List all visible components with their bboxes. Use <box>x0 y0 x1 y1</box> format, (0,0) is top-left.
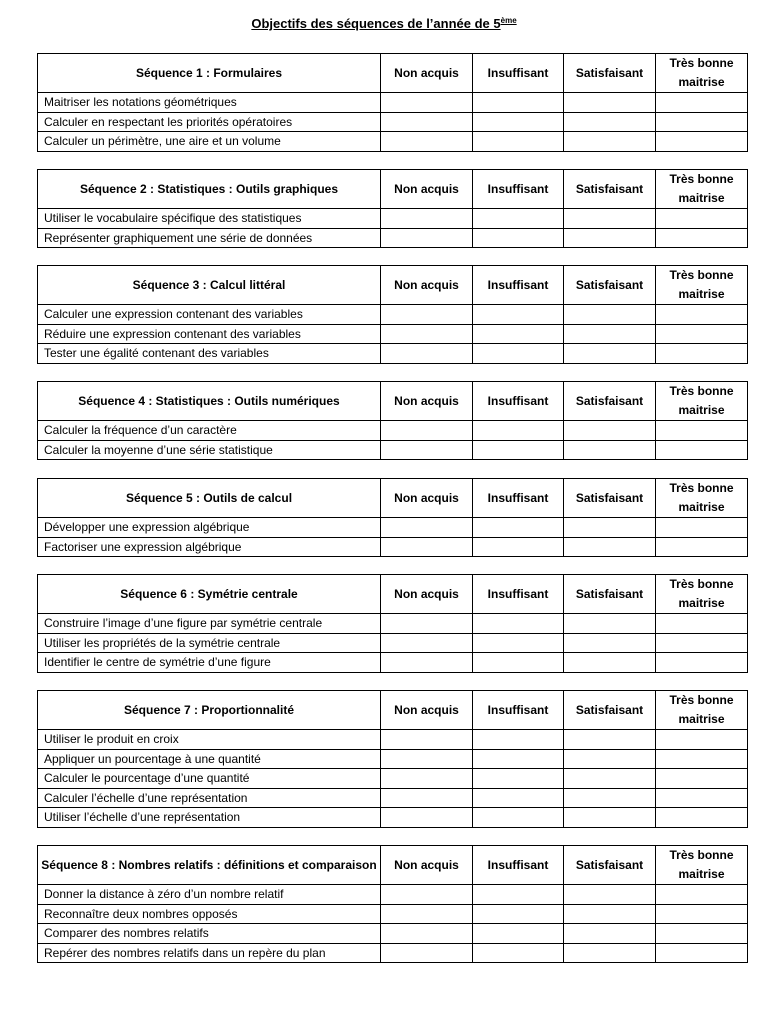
table-row <box>38 885 748 905</box>
table-row <box>38 788 748 808</box>
sequence-table-8 <box>37 845 748 963</box>
rating-cell-satisfaisant[interactable] <box>564 614 656 634</box>
table-row <box>38 943 748 963</box>
table-header-row <box>38 266 748 305</box>
rating-cell-tres-bonne-maitrise[interactable] <box>656 518 748 538</box>
rating-cell-non-acquis[interactable] <box>381 228 473 248</box>
table-row <box>38 112 748 132</box>
table-row <box>38 924 748 944</box>
rating-cell-insuffisant[interactable] <box>473 924 564 944</box>
rating-cell-tres-bonne-maitrise[interactable] <box>656 228 748 248</box>
column-header-tres-bonne-maitrise: Très bonne maitrise <box>656 479 748 518</box>
rating-cell-non-acquis[interactable] <box>381 132 473 152</box>
sequence-title: Séquence 1 : Formulaires <box>38 54 381 93</box>
table-header-row <box>38 382 748 421</box>
rating-cell-non-acquis[interactable] <box>381 653 473 673</box>
objective-label: Maitriser les notations géométriques <box>38 93 381 113</box>
objective-label: Utiliser l’échelle d’une représentation <box>38 808 381 828</box>
sequence-title: Séquence 4 : Statistiques : Outils numériques <box>38 382 381 421</box>
rating-cell-satisfaisant[interactable] <box>564 730 656 750</box>
objective-label: Calculer en respectant les priorités opératoires <box>38 112 381 132</box>
table-row <box>38 421 748 441</box>
objective-label: Appliquer un pourcentage à une quantité <box>38 749 381 769</box>
rating-cell-satisfaisant[interactable] <box>564 421 656 441</box>
table-row <box>38 228 748 248</box>
table-row <box>38 808 748 828</box>
rating-cell-satisfaisant[interactable] <box>564 518 656 538</box>
sequence-table-2 <box>37 169 748 248</box>
column-header-insuffisant: Insuffisant <box>473 170 564 209</box>
rating-cell-non-acquis[interactable] <box>381 518 473 538</box>
rating-cell-non-acquis[interactable] <box>381 788 473 808</box>
rating-cell-non-acquis[interactable] <box>381 112 473 132</box>
column-header-non-acquis: Non acquis <box>381 479 473 518</box>
sequence-title: Séquence 5 : Outils de calcul <box>38 479 381 518</box>
table-row <box>38 749 748 769</box>
rating-cell-insuffisant[interactable] <box>473 440 564 460</box>
objective-label: Calculer l’échelle d’une représentation <box>38 788 381 808</box>
rating-cell-tres-bonne-maitrise[interactable] <box>656 324 748 344</box>
rating-cell-satisfaisant[interactable] <box>564 228 656 248</box>
rating-cell-insuffisant[interactable] <box>473 518 564 538</box>
rating-cell-tres-bonne-maitrise[interactable] <box>656 633 748 653</box>
rating-cell-tres-bonne-maitrise[interactable] <box>656 904 748 924</box>
page-title <box>0 16 768 31</box>
rating-cell-tres-bonne-maitrise[interactable] <box>656 788 748 808</box>
column-header-insuffisant: Insuffisant <box>473 846 564 885</box>
objective-label: Construire l’image d’une figure par symétrie centrale <box>38 614 381 634</box>
column-header-tres-bonne-maitrise: Très bonne maitrise <box>656 691 748 730</box>
objective-label: Utiliser les propriétés de la symétrie centrale <box>38 633 381 653</box>
table-header-row <box>38 479 748 518</box>
rating-cell-satisfaisant[interactable] <box>564 112 656 132</box>
table-row <box>38 344 748 364</box>
rating-cell-tres-bonne-maitrise[interactable] <box>656 209 748 229</box>
rating-cell-satisfaisant[interactable] <box>564 653 656 673</box>
column-header-satisfaisant: Satisfaisant <box>564 54 656 93</box>
rating-cell-tres-bonne-maitrise[interactable] <box>656 808 748 828</box>
rating-cell-satisfaisant[interactable] <box>564 904 656 924</box>
objective-label: Utiliser le produit en croix <box>38 730 381 750</box>
table-header-row <box>38 575 748 614</box>
table-row <box>38 132 748 152</box>
objective-label: Calculer le pourcentage d’une quantité <box>38 769 381 789</box>
objective-label: Calculer la moyenne d’une série statistique <box>38 440 381 460</box>
rating-cell-non-acquis[interactable] <box>381 93 473 113</box>
objective-label: Calculer la fréquence d’un caractère <box>38 421 381 441</box>
rating-cell-satisfaisant[interactable] <box>564 749 656 769</box>
rating-cell-satisfaisant[interactable] <box>564 209 656 229</box>
rating-cell-tres-bonne-maitrise[interactable] <box>656 344 748 364</box>
rating-cell-non-acquis[interactable] <box>381 808 473 828</box>
column-header-satisfaisant: Satisfaisant <box>564 575 656 614</box>
rating-cell-insuffisant[interactable] <box>473 904 564 924</box>
table-row <box>38 633 748 653</box>
objective-label: Calculer une expression contenant des variables <box>38 305 381 325</box>
column-header-satisfaisant: Satisfaisant <box>564 691 656 730</box>
table-row <box>38 904 748 924</box>
sequence-title: Séquence 2 : Statistiques : Outils graphiques <box>38 170 381 209</box>
rating-cell-non-acquis[interactable] <box>381 537 473 557</box>
column-header-satisfaisant: Satisfaisant <box>564 846 656 885</box>
objective-label: Tester une égalité contenant des variables <box>38 344 381 364</box>
column-header-non-acquis: Non acquis <box>381 170 473 209</box>
table-header-row <box>38 846 748 885</box>
rating-cell-non-acquis[interactable] <box>381 885 473 905</box>
rating-cell-insuffisant[interactable] <box>473 885 564 905</box>
column-header-satisfaisant: Satisfaisant <box>564 170 656 209</box>
rating-cell-tres-bonne-maitrise[interactable] <box>656 112 748 132</box>
rating-cell-insuffisant[interactable] <box>473 324 564 344</box>
rating-cell-non-acquis[interactable] <box>381 769 473 789</box>
rating-cell-tres-bonne-maitrise[interactable] <box>656 924 748 944</box>
rating-cell-insuffisant[interactable] <box>473 614 564 634</box>
rating-cell-tres-bonne-maitrise[interactable] <box>656 943 748 963</box>
table-row <box>38 653 748 673</box>
sequence-table-1 <box>37 53 748 152</box>
rating-cell-satisfaisant[interactable] <box>564 769 656 789</box>
rating-cell-non-acquis[interactable] <box>381 440 473 460</box>
rating-cell-satisfaisant[interactable] <box>564 808 656 828</box>
rating-cell-tres-bonne-maitrise[interactable] <box>656 653 748 673</box>
table-row <box>38 305 748 325</box>
table-header-row <box>38 691 748 730</box>
sequence-table-6 <box>37 574 748 673</box>
column-header-non-acquis: Non acquis <box>381 266 473 305</box>
rating-cell-non-acquis[interactable] <box>381 305 473 325</box>
table-row <box>38 537 748 557</box>
page-title-text: Objectifs des séquences de l’année de 5 <box>251 16 501 31</box>
rating-cell-non-acquis[interactable] <box>381 209 473 229</box>
rating-cell-insuffisant[interactable] <box>473 808 564 828</box>
column-header-tres-bonne-maitrise: Très bonne maitrise <box>656 266 748 305</box>
table-header-row <box>38 170 748 209</box>
rating-cell-non-acquis[interactable] <box>381 943 473 963</box>
rating-cell-tres-bonne-maitrise[interactable] <box>656 421 748 441</box>
rating-cell-insuffisant[interactable] <box>473 228 564 248</box>
objective-label: Factoriser une expression algébrique <box>38 537 381 557</box>
objective-label: Utiliser le vocabulaire spécifique des statistiques <box>38 209 381 229</box>
rating-cell-satisfaisant[interactable] <box>564 943 656 963</box>
column-header-satisfaisant: Satisfaisant <box>564 479 656 518</box>
rating-cell-tres-bonne-maitrise[interactable] <box>656 614 748 634</box>
column-header-non-acquis: Non acquis <box>381 382 473 421</box>
rating-cell-insuffisant[interactable] <box>473 421 564 441</box>
objective-label: Identifier le centre de symétrie d’une figure <box>38 653 381 673</box>
objective-label: Repérer des nombres relatifs dans un repère du plan <box>38 943 381 963</box>
rating-cell-insuffisant[interactable] <box>473 749 564 769</box>
rating-cell-satisfaisant[interactable] <box>564 440 656 460</box>
sequence-table-7 <box>37 690 748 828</box>
rating-cell-non-acquis[interactable] <box>381 324 473 344</box>
column-header-tres-bonne-maitrise: Très bonne maitrise <box>656 170 748 209</box>
rating-cell-tres-bonne-maitrise[interactable] <box>656 885 748 905</box>
rating-cell-insuffisant[interactable] <box>473 653 564 673</box>
table-row <box>38 614 748 634</box>
table-header-row <box>38 54 748 93</box>
page-title-superscript: ème <box>500 16 517 25</box>
table-row <box>38 209 748 229</box>
rating-cell-satisfaisant[interactable] <box>564 93 656 113</box>
column-header-insuffisant: Insuffisant <box>473 479 564 518</box>
rating-cell-non-acquis[interactable] <box>381 904 473 924</box>
rating-cell-insuffisant[interactable] <box>473 112 564 132</box>
sequence-table-4 <box>37 381 748 460</box>
rating-cell-non-acquis[interactable] <box>381 730 473 750</box>
table-row <box>38 93 748 113</box>
rating-cell-tres-bonne-maitrise[interactable] <box>656 769 748 789</box>
objective-label: Réduire une expression contenant des variables <box>38 324 381 344</box>
rating-cell-satisfaisant[interactable] <box>564 132 656 152</box>
table-row <box>38 769 748 789</box>
sequence-title: Séquence 7 : Proportionnalité <box>38 691 381 730</box>
rating-cell-tres-bonne-maitrise[interactable] <box>656 93 748 113</box>
rating-cell-insuffisant[interactable] <box>473 943 564 963</box>
rating-cell-insuffisant[interactable] <box>473 344 564 364</box>
rating-cell-tres-bonne-maitrise[interactable] <box>656 440 748 460</box>
rating-cell-non-acquis[interactable] <box>381 633 473 653</box>
rating-cell-tres-bonne-maitrise[interactable] <box>656 537 748 557</box>
column-header-tres-bonne-maitrise: Très bonne maitrise <box>656 575 748 614</box>
sequence-table-5 <box>37 478 748 557</box>
rating-cell-non-acquis[interactable] <box>381 614 473 634</box>
objective-label: Donner la distance à zéro d’un nombre relatif <box>38 885 381 905</box>
column-header-insuffisant: Insuffisant <box>473 54 564 93</box>
column-header-insuffisant: Insuffisant <box>473 575 564 614</box>
rating-cell-satisfaisant[interactable] <box>564 324 656 344</box>
rating-cell-insuffisant[interactable] <box>473 633 564 653</box>
rating-cell-non-acquis[interactable] <box>381 924 473 944</box>
rating-cell-insuffisant[interactable] <box>473 305 564 325</box>
column-header-satisfaisant: Satisfaisant <box>564 266 656 305</box>
table-row <box>38 440 748 460</box>
table-row <box>38 518 748 538</box>
rating-cell-satisfaisant[interactable] <box>564 305 656 325</box>
rating-cell-satisfaisant[interactable] <box>564 537 656 557</box>
rating-cell-non-acquis[interactable] <box>381 344 473 364</box>
rating-cell-satisfaisant[interactable] <box>564 633 656 653</box>
objective-label: Représenter graphiquement une série de données <box>38 228 381 248</box>
rating-cell-insuffisant[interactable] <box>473 730 564 750</box>
rating-cell-insuffisant[interactable] <box>473 537 564 557</box>
rating-cell-satisfaisant[interactable] <box>564 924 656 944</box>
column-header-non-acquis: Non acquis <box>381 846 473 885</box>
rating-cell-insuffisant[interactable] <box>473 132 564 152</box>
rating-cell-insuffisant[interactable] <box>473 209 564 229</box>
table-row <box>38 324 748 344</box>
column-header-insuffisant: Insuffisant <box>473 266 564 305</box>
rating-cell-non-acquis[interactable] <box>381 421 473 441</box>
column-header-tres-bonne-maitrise: Très bonne maitrise <box>656 846 748 885</box>
sequence-title: Séquence 8 : Nombres relatifs : définitions et comparaison <box>38 846 381 885</box>
rating-cell-satisfaisant[interactable] <box>564 344 656 364</box>
column-header-satisfaisant: Satisfaisant <box>564 382 656 421</box>
objective-label: Comparer des nombres relatifs <box>38 924 381 944</box>
column-header-non-acquis: Non acquis <box>381 575 473 614</box>
rating-cell-non-acquis[interactable] <box>381 749 473 769</box>
column-header-insuffisant: Insuffisant <box>473 382 564 421</box>
column-header-tres-bonne-maitrise: Très bonne maitrise <box>656 54 748 93</box>
objective-label: Calculer un périmètre, une aire et un volume <box>38 132 381 152</box>
objective-label: Reconnaître deux nombres opposés <box>38 904 381 924</box>
objective-label: Développer une expression algébrique <box>38 518 381 538</box>
sequence-table-3 <box>37 265 748 364</box>
sequence-title: Séquence 6 : Symétrie centrale <box>38 575 381 614</box>
column-header-tres-bonne-maitrise: Très bonne maitrise <box>656 382 748 421</box>
column-header-insuffisant: Insuffisant <box>473 691 564 730</box>
rating-cell-insuffisant[interactable] <box>473 769 564 789</box>
table-row <box>38 730 748 750</box>
rating-cell-satisfaisant[interactable] <box>564 788 656 808</box>
rating-cell-satisfaisant[interactable] <box>564 885 656 905</box>
column-header-non-acquis: Non acquis <box>381 54 473 93</box>
rating-cell-tres-bonne-maitrise[interactable] <box>656 730 748 750</box>
rating-cell-tres-bonne-maitrise[interactable] <box>656 305 748 325</box>
sequence-title: Séquence 3 : Calcul littéral <box>38 266 381 305</box>
rating-cell-tres-bonne-maitrise[interactable] <box>656 132 748 152</box>
rating-cell-tres-bonne-maitrise[interactable] <box>656 749 748 769</box>
column-header-non-acquis: Non acquis <box>381 691 473 730</box>
rating-cell-insuffisant[interactable] <box>473 788 564 808</box>
rating-cell-insuffisant[interactable] <box>473 93 564 113</box>
